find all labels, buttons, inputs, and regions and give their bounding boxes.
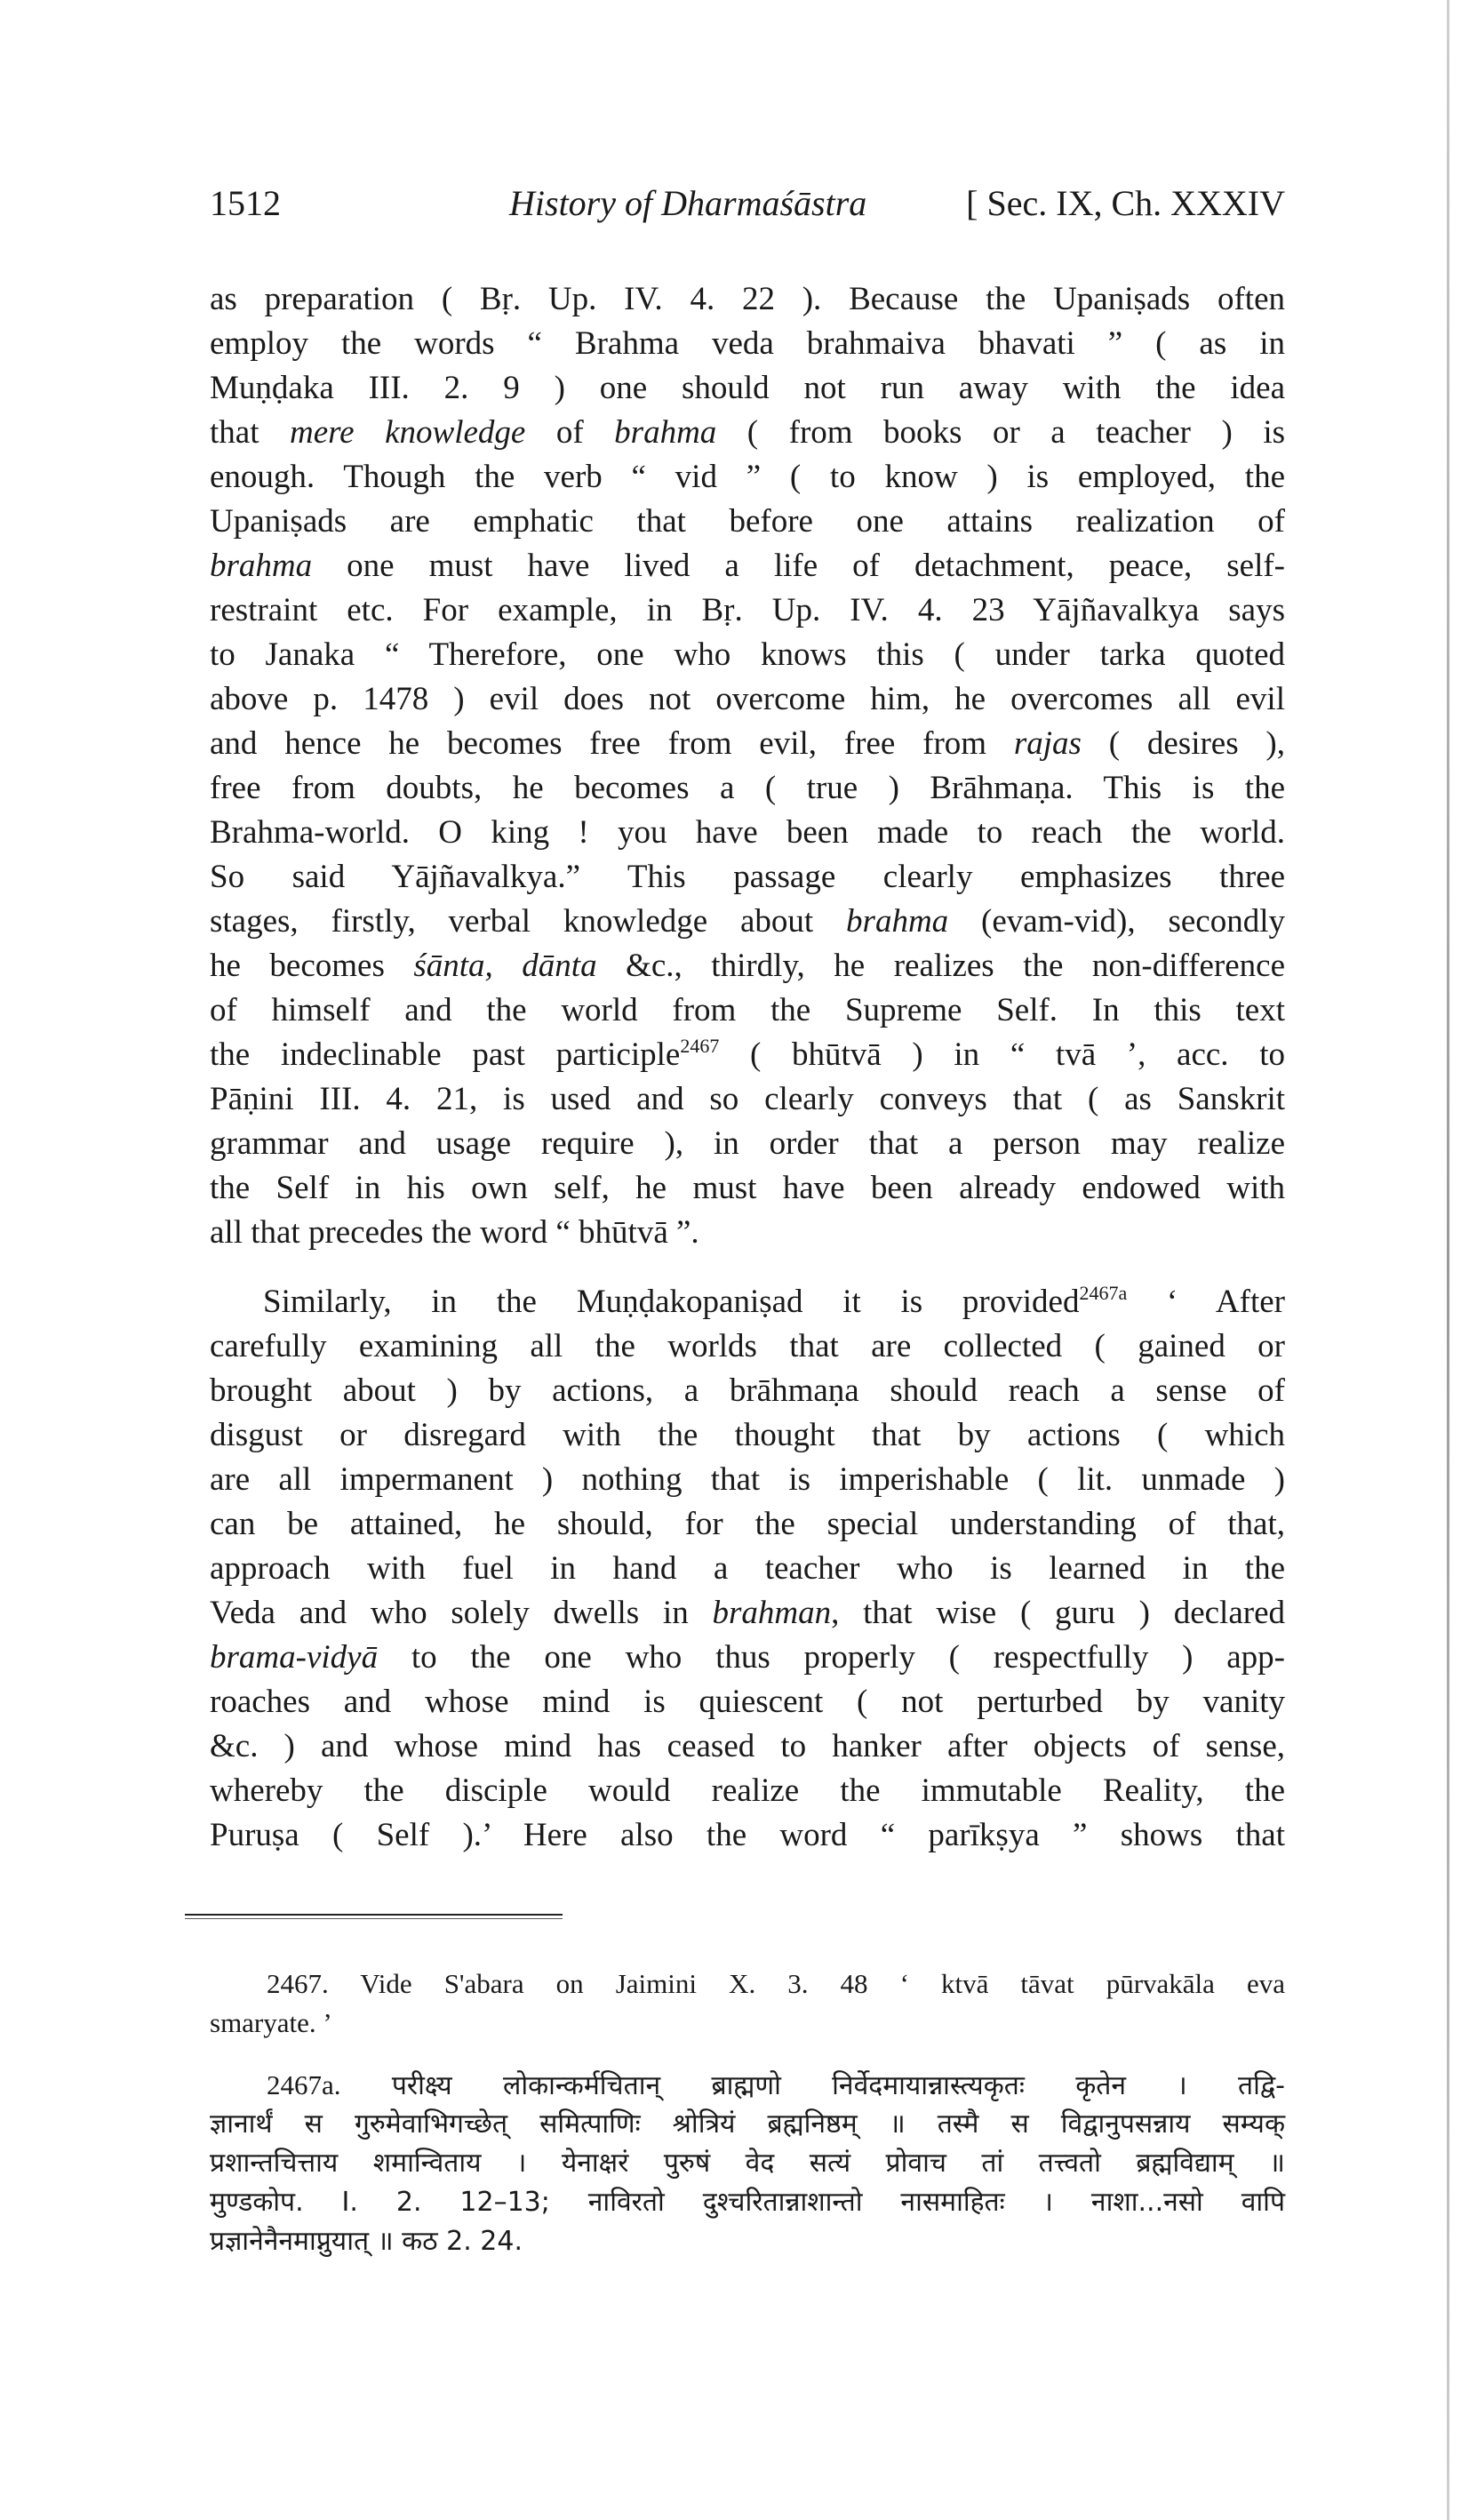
- text-line: are all impermanent ) nothing that is imperishable ( lit. unmade ): [210, 1461, 1285, 1498]
- text-line: Puruṣa ( Self ).’ Here also the word “ parīkṣya ” shows that: [210, 1817, 1285, 1853]
- text-line: So said Yājñavalkya.” This passage clearly emphasizes three: [210, 859, 1285, 895]
- footnote-2467a: [210, 2066, 1285, 2261]
- running-title: History of Dharmaśāstra: [509, 183, 867, 223]
- text-line: the indeclinable past participle$^{2467}$ ( bhūtvā ) in “ tvā ’, acc. to: [210, 1035, 1285, 1073]
- text-line: brahma one must have lived a life of detachment, peace, self-: [210, 548, 1285, 584]
- text-line: brama-vidyā to the one who thus properly ( respectfully ) app-: [210, 1639, 1285, 1676]
- footnote-ref-2467a[interactable]: 2467a: [1079, 1282, 1128, 1304]
- text-line: enough. Though the verb “ vid ” ( to know ) is employed, the: [210, 459, 1285, 495]
- text-line: roaches and whose mind is quiescent ( not perturbed by vanity: [210, 1684, 1285, 1720]
- text-line: restraint etc. For example, in Bṛ. Up. IV. 4. 23 Yājñavalkya says: [210, 592, 1285, 628]
- text-line: can be attained, he should, for the special understanding of that,: [210, 1506, 1285, 1542]
- footnote-line: मुण्डकोप. I. 2. 12–13; नाविरतो दुश्चरितान्नाशान्तो नासमाहितः । नाशा...नसो वापि: [210, 2187, 1285, 2218]
- text-line: grammar and usage require ), in order that a person may realize: [210, 1125, 1285, 1162]
- text-line: Upaniṣads are emphatic that before one attains realization of: [210, 503, 1285, 540]
- text-line: whereby the disciple would realize the immutable Reality, the: [210, 1772, 1285, 1809]
- section-reference: [ Sec. IX, Ch. XXXIV: [966, 183, 1285, 223]
- text-line: to Janaka “ Therefore, one who knows this ( under tarka quoted: [210, 636, 1285, 673]
- text-line: Pāṇini III. 4. 21, is used and so clearly conveys that ( as Sanskrit: [210, 1081, 1285, 1117]
- page-header: [210, 182, 1285, 236]
- text-line: that mere knowledge of brahma ( from books or a teacher ) is: [210, 414, 1286, 451]
- footnote-line: 2467a. परीक्ष्य लोकान्कर्मचितान् ब्राह्मणो निर्वेदमायान्नास्त्यकृतः कृतेन । तद्वि-: [267, 2069, 1285, 2101]
- paragraph-1: [210, 277, 1285, 1255]
- text-line: Muṇḍaka III. 2. 9 ) one should not run away with the idea: [210, 370, 1285, 406]
- scan-page-edge: [1447, 0, 1449, 2520]
- footnote-line: प्रज्ञानेनैनमाप्नुयात् ॥ कठ 2. 24.: [210, 2226, 523, 2257]
- text-line: Veda and who solely dwells in brahman, that wise ( guru ) declared: [210, 1595, 1285, 1631]
- text-line: free from doubts, he becomes a ( true ) Brāhmaṇa. This is the: [210, 770, 1285, 806]
- text-line: the Self in his own self, he must have been already endowed with: [210, 1170, 1285, 1206]
- footnote-line: smaryate. ’: [210, 2007, 332, 2038]
- text-line: he becomes śānta, dānta &c., thirdly, he realizes the non-difference: [210, 948, 1285, 984]
- footnotes: [210, 1964, 1285, 2261]
- footnote-line: प्रशान्तचित्ताय शमान्विताय । येनाक्षरं पुरुषं वेद सत्यं प्रोवाच तां तत्त्वतो ब्रह्मविद्याम् ॥: [210, 2148, 1285, 2179]
- footnote-line: ज्ञानार्थं स गुरुमेवाभिगच्छेत् समित्पाणिः श्रोत्रियं ब्रह्मनिष्ठम् ॥ तस्मै स विद्वानुपसन्नाय सम्यक्: [210, 2108, 1285, 2140]
- text-line: stages, firstly, verbal knowledge about brahma (evam-vid), secondly: [210, 903, 1285, 940]
- footnote-line: 2467. Vide S'abara on Jaimini X. 3. 48 ‘ ktvā tāvat pūrvakāla eva: [267, 1968, 1285, 1999]
- footnote-divider: [185, 1914, 563, 1919]
- text-line: all that precedes the word “ bhūtvā ”.: [210, 1214, 699, 1251]
- text-line: Similarly, in the Muṇḍakopaniṣad it is provided$^{2467a}$ ‘ After: [263, 1282, 1285, 1320]
- paragraph-gap: [210, 1255, 1285, 1280]
- footnote-2467: [210, 1964, 1285, 2043]
- text-line: carefully examining all the worlds that are collected ( gained or: [210, 1328, 1285, 1364]
- paragraph-2: [210, 1280, 1285, 1858]
- text-line: of himself and the world from the Supreme Self. In this text: [210, 992, 1285, 1028]
- text-line: employ the words “ Brahma veda brahmaiva bhavati ” ( as in: [210, 325, 1285, 362]
- text-line: above p. 1478 ) evil does not overcome him, he overcomes all evil: [210, 681, 1285, 717]
- text-line: brought about ) by actions, a brāhmaṇa should reach a sense of: [210, 1372, 1285, 1409]
- text-line: disgust or disregard with the thought that by actions ( which: [210, 1417, 1285, 1453]
- footnote-gap: [210, 2043, 1285, 2066]
- text-line: as preparation ( Bṛ. Up. IV. 4. 22 ). Because the Upaniṣads often: [210, 281, 1285, 317]
- footnote-ref-2467[interactable]: 2467: [680, 1035, 720, 1057]
- text-line: &c. ) and whose mind has ceased to hanker after objects of sense,: [210, 1728, 1285, 1764]
- text-line: and hence he becomes free from evil, free from rajas ( desires ),: [210, 725, 1286, 762]
- text-line: approach with fuel in hand a teacher who is learned in the: [210, 1550, 1285, 1587]
- main-text: [210, 277, 1285, 1858]
- page-number: 1512: [210, 183, 281, 223]
- text-line: Brahma-world. O king ! you have been made to reach the world.: [210, 814, 1285, 851]
